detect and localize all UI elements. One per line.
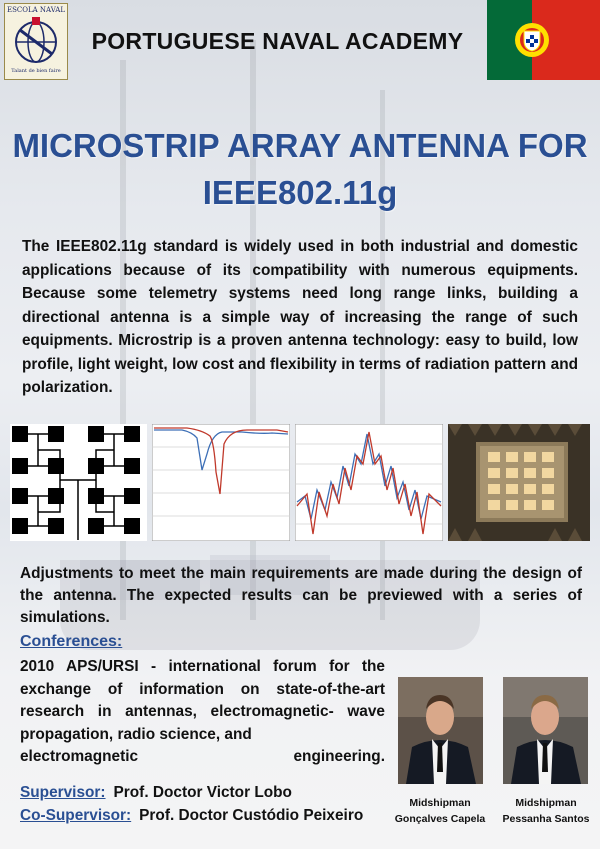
- cosupervisor-row: [20, 807, 363, 825]
- cosupervisor-name: Prof. Doctor Custódio Peixeiro: [139, 807, 364, 824]
- antenna-prototype-photo: [448, 424, 590, 541]
- conferences-text-last: electromagnetic engineering.: [20, 748, 385, 765]
- antenna-layout-figure: [10, 424, 147, 541]
- intro-paragraph: The IEEE802.11g standard is widely used in both industrial and domestic applications because of its compatibility with numerous equipments. Because some telemetry systems need long range links, building a directional antenna is a simple way of increasing the range of such equipments. Microstrip is a proven antenna technology: easy to build, low profile, light weight, low cost and flexibility in terms of radiation pattern and polarization.: [22, 238, 578, 396]
- conferences-text-main: 2010 APS/URSI - international forum for the exchange of information on state-of-the-art research in antennas, electromagnetic- wave propagation, radio science, and: [20, 658, 385, 743]
- midshipman-photo: [503, 677, 588, 784]
- academy-name: PORTUGUESE NAVAL ACADEMY: [91, 28, 464, 54]
- supervisor-label: Supervisor:: [20, 784, 106, 801]
- supervisor-row: [20, 784, 292, 802]
- portugal-flag-icon: [487, 0, 600, 80]
- author-caption: [385, 795, 495, 827]
- supervisor-name: Prof. Doctor Victor Lobo: [113, 784, 292, 801]
- logo-top-text: ESCOLA NAVAL: [6, 6, 66, 14]
- author-rank: Midshipman: [515, 797, 577, 809]
- naval-school-logo: [4, 3, 68, 80]
- logo-motto: Talant de bien faire: [11, 68, 61, 74]
- conferences-heading: Conferences:: [20, 633, 123, 650]
- adjustments-paragraph: Adjustments to meet the main requirements are made during the design of the antenna. The expected results can be previewed with a series of simulations.: [20, 565, 582, 626]
- radiation-pattern-plot: [295, 424, 443, 541]
- midshipman-photo: [398, 677, 483, 784]
- cosupervisor-label: Co-Supervisor:: [20, 807, 132, 824]
- title-line-1: MICROSTRIP ARRAY ANTENNA FOR: [12, 127, 588, 164]
- title-line-2: IEEE802.11g: [202, 174, 398, 211]
- author-rank: Midshipman: [409, 797, 471, 809]
- author-caption: [491, 795, 600, 827]
- conferences-text: [20, 656, 385, 769]
- armillary-sphere-icon: [11, 16, 61, 68]
- poster-title: [0, 122, 600, 216]
- return-loss-plot: [152, 424, 290, 541]
- author-name: Pessanha Santos: [502, 813, 590, 825]
- author-name: Gonçalves Capela: [394, 813, 486, 825]
